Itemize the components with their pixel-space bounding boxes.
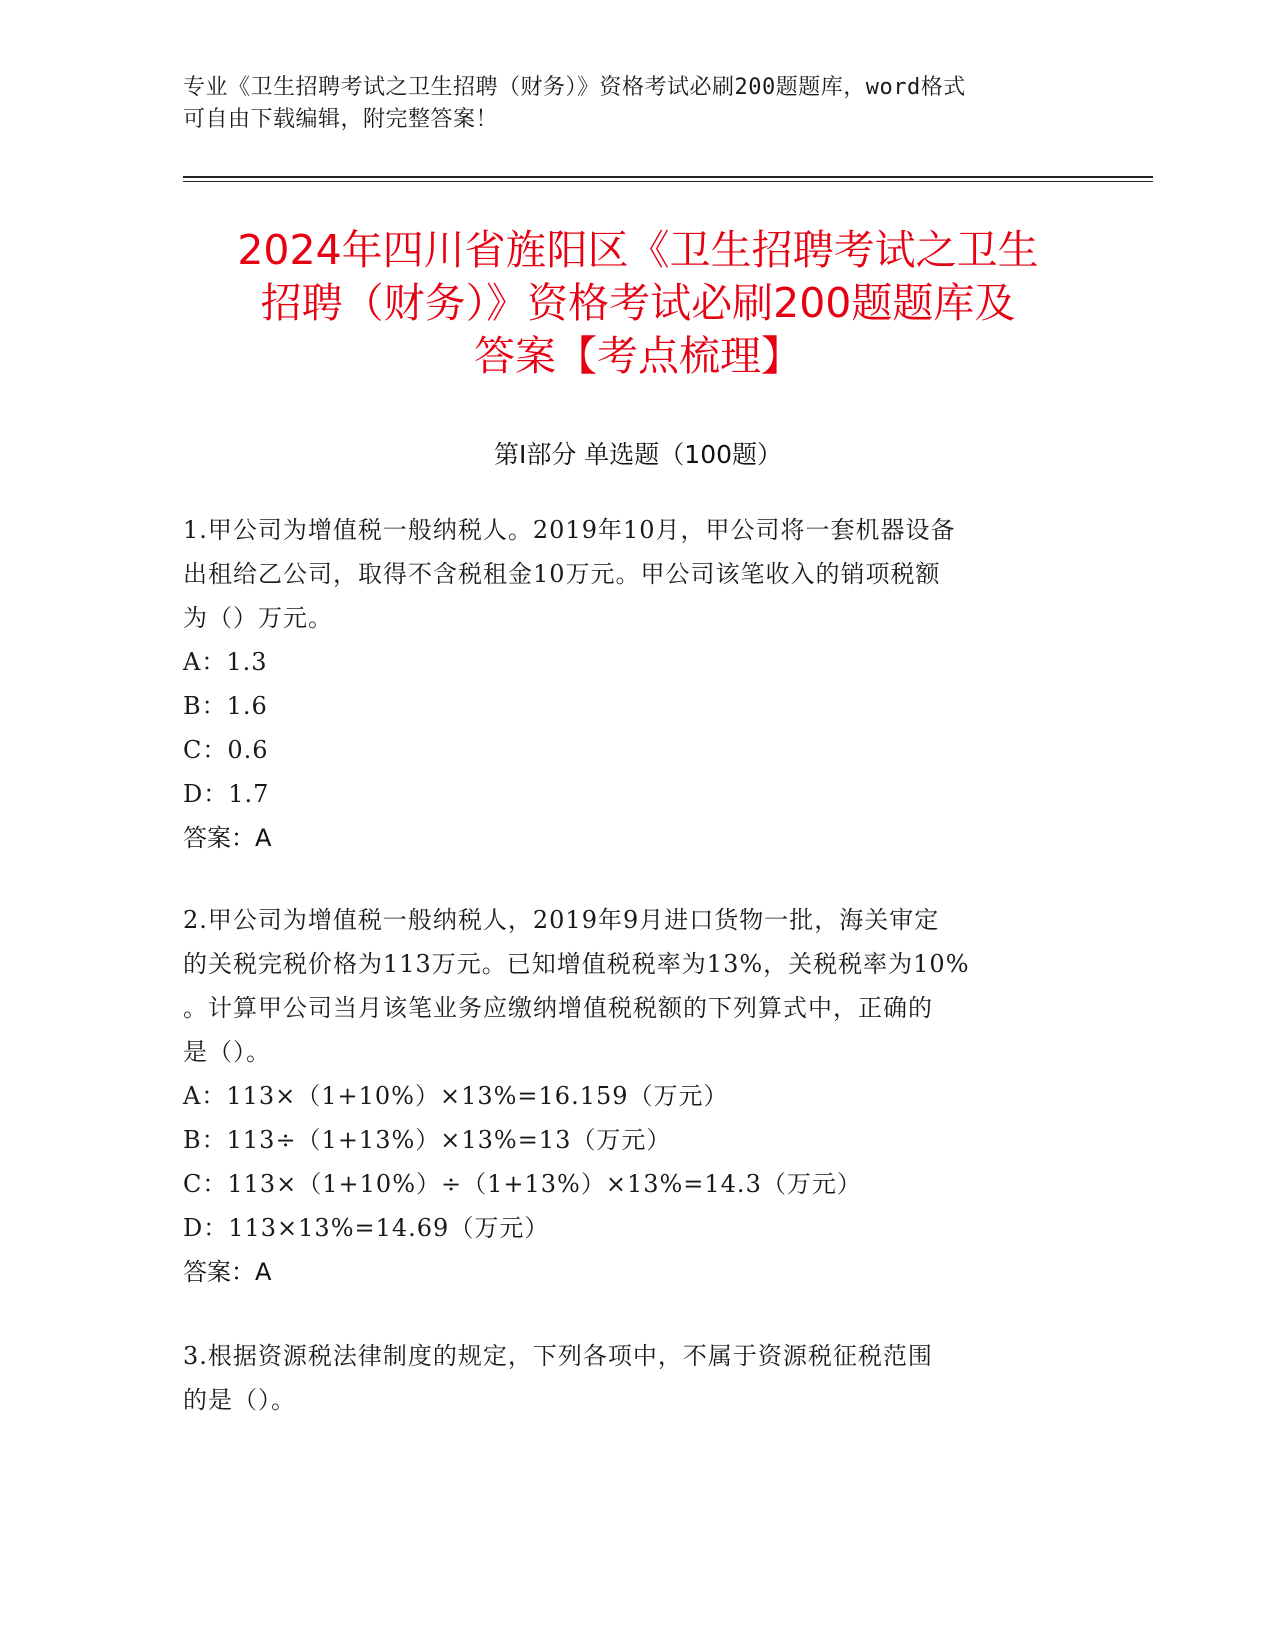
title-line-2: 招聘（财务）》资格考试必刷200题题库及: [260, 279, 1016, 327]
answer: 答案：A: [183, 824, 272, 852]
option-c: C：0.6: [183, 736, 269, 764]
question-stem-line: 3.根据资源税法律制度的规定，下列各项中，不属于资源税征税范围: [183, 1342, 933, 1370]
header-note-line-1: 专业《卫生招聘考试之卫生招聘（财务）》资格考试必刷200题题库，word格式: [183, 75, 966, 100]
question-1: [183, 508, 1063, 860]
question-stem: [183, 508, 1063, 640]
header-note-line-2: 可自由下载编辑，附完整答案！: [183, 107, 499, 132]
question-stem-line: 。计算甲公司当月该笔业务应缴纳增值税税额的下列算式中，正确的: [183, 994, 933, 1022]
option-d: D：113×13%=14.69（万元）: [183, 1214, 550, 1242]
option-a: A：113×（1+10%）×13%=16.159（万元）: [183, 1082, 729, 1110]
section-title: 第Ⅰ部分 单选题（100题）: [493, 440, 783, 469]
title-line-1: 2024年四川省旌阳区《卫生招聘考试之卫生: [237, 226, 1039, 274]
answer: 答案：A: [183, 1258, 272, 1286]
option-b: B：113÷（1+13%）×13%=13（万元）: [183, 1126, 672, 1154]
option-d: D：1.7: [183, 780, 270, 808]
header-divider-thin: [183, 181, 1153, 182]
document-title: [183, 224, 1093, 383]
question-stem-line: 为（）万元。: [183, 604, 333, 632]
header-divider-thick: [183, 176, 1153, 178]
question-stem-line: 的是（）。: [183, 1386, 296, 1414]
title-line-3: 答案【考点梳理】: [474, 332, 802, 380]
question-stem-line: 1.甲公司为增值税一般纳税人。2019年10月，甲公司将一套机器设备: [183, 516, 956, 544]
question-3: [183, 1334, 1063, 1422]
question-stem-line: 2.甲公司为增值税一般纳税人，2019年9月进口货物一批，海关审定: [183, 906, 940, 934]
question-stem-line: 的关税完税价格为113万元。已知增值税税率为13%，关税税率为10%: [183, 950, 970, 978]
header-note: [183, 72, 1063, 136]
question-2: [183, 898, 1063, 1294]
option-a: A：1.3: [183, 648, 268, 676]
option-c: C：113×（1+10%）÷（1+13%）×13%=14.3（万元）: [183, 1170, 862, 1198]
question-stem-line: 是（）。: [183, 1038, 271, 1066]
question-stem: [183, 898, 1063, 1074]
option-b: B：1.6: [183, 692, 268, 720]
question-stem: [183, 1334, 1063, 1422]
question-stem-line: 出租给乙公司，取得不含税租金10万元。甲公司该笔收入的销项税额: [183, 560, 941, 588]
